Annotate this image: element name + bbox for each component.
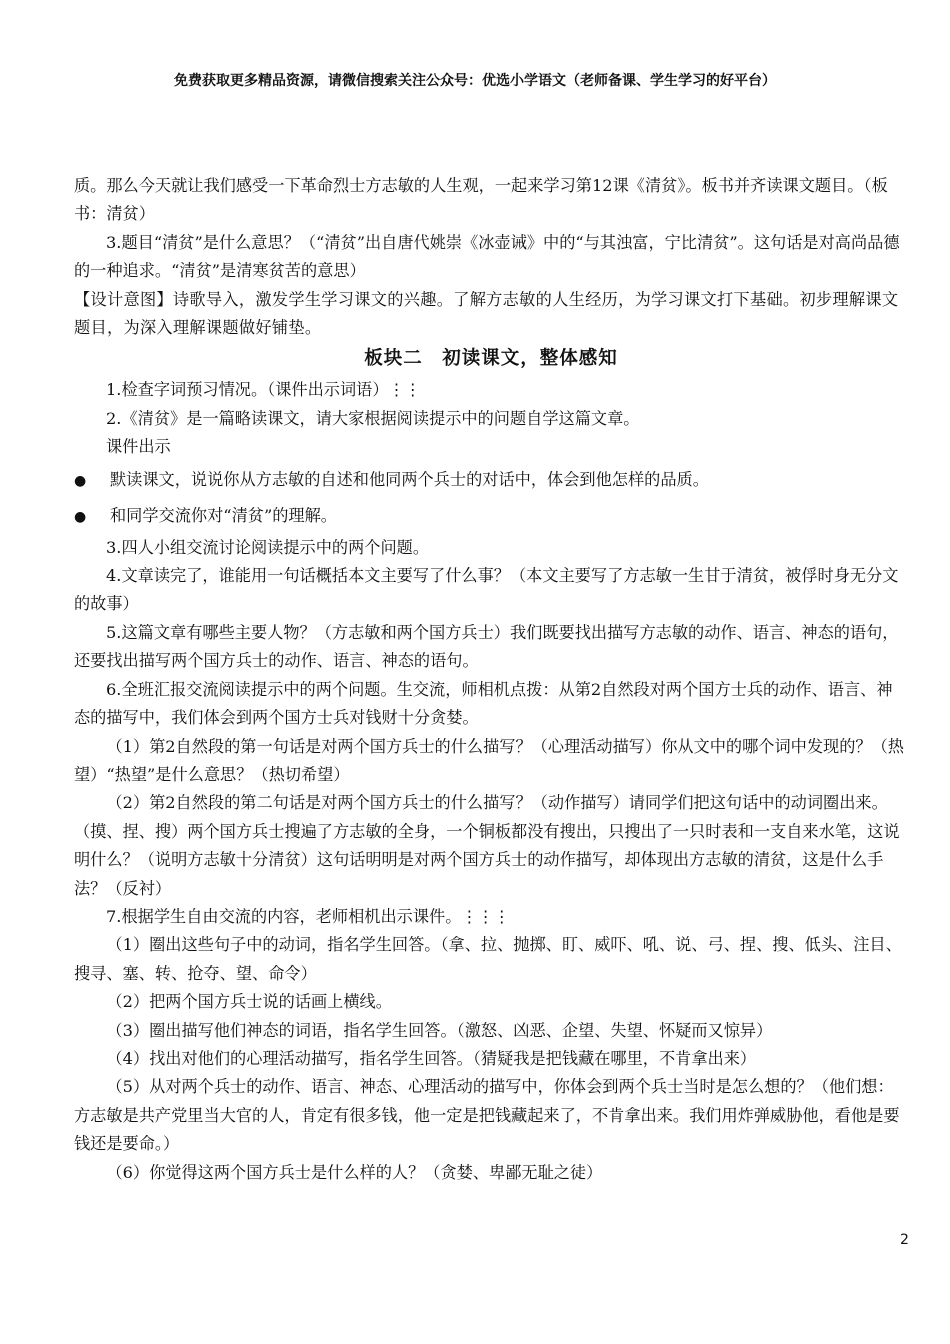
- paragraph: （5）从对两个兵士的动作、语言、神态、心理活动的描写中，你体会到两个兵士当时是怎么想的？（他们想：方志敏是共产党里当大官的人，肯定有很多钱，他一定是把钱藏起来了，不肯拿出来。我们用炸弹威胁他，看他是要钱还是要命。）: [74, 1077, 900, 1154]
- paragraph: （6）你觉得这两个国方兵士是什么样的人？（贪婪、卑鄙无耻之徒）: [106, 1162, 603, 1182]
- paragraph: 6.全班汇报交流阅读提示中的两个问题。生交流，师相机点拨：从第2自然段对两个国方士兵的动作、语言、神态的描写中，我们体会到两个国方士兵对钱财十分贪婪。: [74, 679, 893, 728]
- bullet-item: [74, 462, 908, 498]
- bullet-text: 和同学交流你对“清贫”的理解。: [110, 505, 337, 525]
- paragraph: 4.文章读完了，谁能用一句话概括本文主要写了什么事？（本文主要写了方志敏一生甘于清贫，被俘时身无分文的故事）: [74, 566, 899, 614]
- bullet-text: 默读课文，说说你从方志敏的自述和他同两个兵士的对话中，体会到他怎样的品质。: [110, 469, 709, 489]
- paragraph: （1）圈出这些句子中的动词，指名学生回答。（拿、拉、抛掷、盯、威吓、吼、说、弓、捏、搜、低头、注目、搜寻、塞、转、抢夺、望、命令）: [74, 935, 902, 983]
- page-header-banner: 免费获取更多精品资源，请微信搜索关注公众号：优选小学语文（老师备课、学生学习的好平台）: [174, 73, 776, 89]
- paragraph: 1.检查字词预习情况。（课件出示词语）⋮⋮: [106, 380, 421, 400]
- paragraph: 2.《清贫》是一篇略读课文，请大家根据阅读提示中的问题自学这篇文章。: [106, 408, 640, 428]
- bullet-dot-icon: ●: [74, 508, 87, 525]
- page-number: 2: [900, 1232, 909, 1248]
- paragraph: 7.根据学生自由交流的内容，老师相机出示课件。⋮⋮⋮: [106, 906, 510, 926]
- paragraph: 5.这篇文章有哪些主要人物？（方志敏和两个国方兵士）我们既要找出描写方志敏的动作、语言、神态的语句，还要找出描写两个国方兵士的动作、语言、神态的语句。: [74, 622, 899, 671]
- document-body: [74, 172, 908, 1187]
- bullet-dot-icon: ●: [74, 472, 87, 489]
- design-intent-paragraph: 【设计意图】诗歌导入，激发学生学习课文的兴趣。了解方志敏的人生经历，为学习课文打下基础。初步理解课文题目，为深入理解课题做好铺垫。: [74, 289, 899, 338]
- paragraph: 3.题目“清贫”是什么意思？（“清贫”出自唐代姚崇《冰壶诫》中的“与其浊富，宁比清贫”。这句话是对高尚品德的一种追求。“清贫”是清寒贫苦的意思）: [74, 232, 900, 281]
- paragraph: （2）把两个国方兵士说的话画上横线。: [106, 992, 392, 1012]
- section-heading: 板块二 初读课文，整体感知: [364, 348, 618, 370]
- paragraph: （3）圈出描写他们神态的词语，指名学生回答。（激怒、凶恶、企望、失望、怀疑而又惊异）: [106, 1020, 773, 1040]
- paragraph: 课件出示: [106, 437, 171, 457]
- bullet-item: [74, 498, 908, 534]
- paragraph: （2）第2自然段的第二句话是对两个国方兵士的什么描写？（动作描写）请同学们把这句话中的动词圈出来。（摸、捏、搜）两个国方兵士搜遍了方志敏的全身，一个铜板都没有搜出，只搜出了一只时表和一支自来水笔，这说明什么？（说明方志敏十分清贫）这句话明明是对两个国方兵士的动作描写，却体现出方志敏的清贫，这是什么手法？（反衬）: [74, 793, 900, 898]
- paragraph: 质。那么今天就让我们感受一下革命烈士方志敏的人生观，一起来学习第12课《清贫》。板书并齐读课文题目。（板书：清贫）: [74, 176, 888, 224]
- paragraph: （1）第2自然段的第一句话是对两个国方兵士的什么描写？（心理活动描写）你从文中的哪个词中发现的？（热望）“热望”是什么意思？（热切希望）: [74, 736, 904, 784]
- paragraph: （4）找出对他们的心理活动描写，指名学生回答。（猜疑我是把钱藏在哪里，不肯拿出来）: [106, 1048, 757, 1068]
- paragraph: 3.四人小组交流讨论阅读提示中的两个问题。: [106, 537, 430, 557]
